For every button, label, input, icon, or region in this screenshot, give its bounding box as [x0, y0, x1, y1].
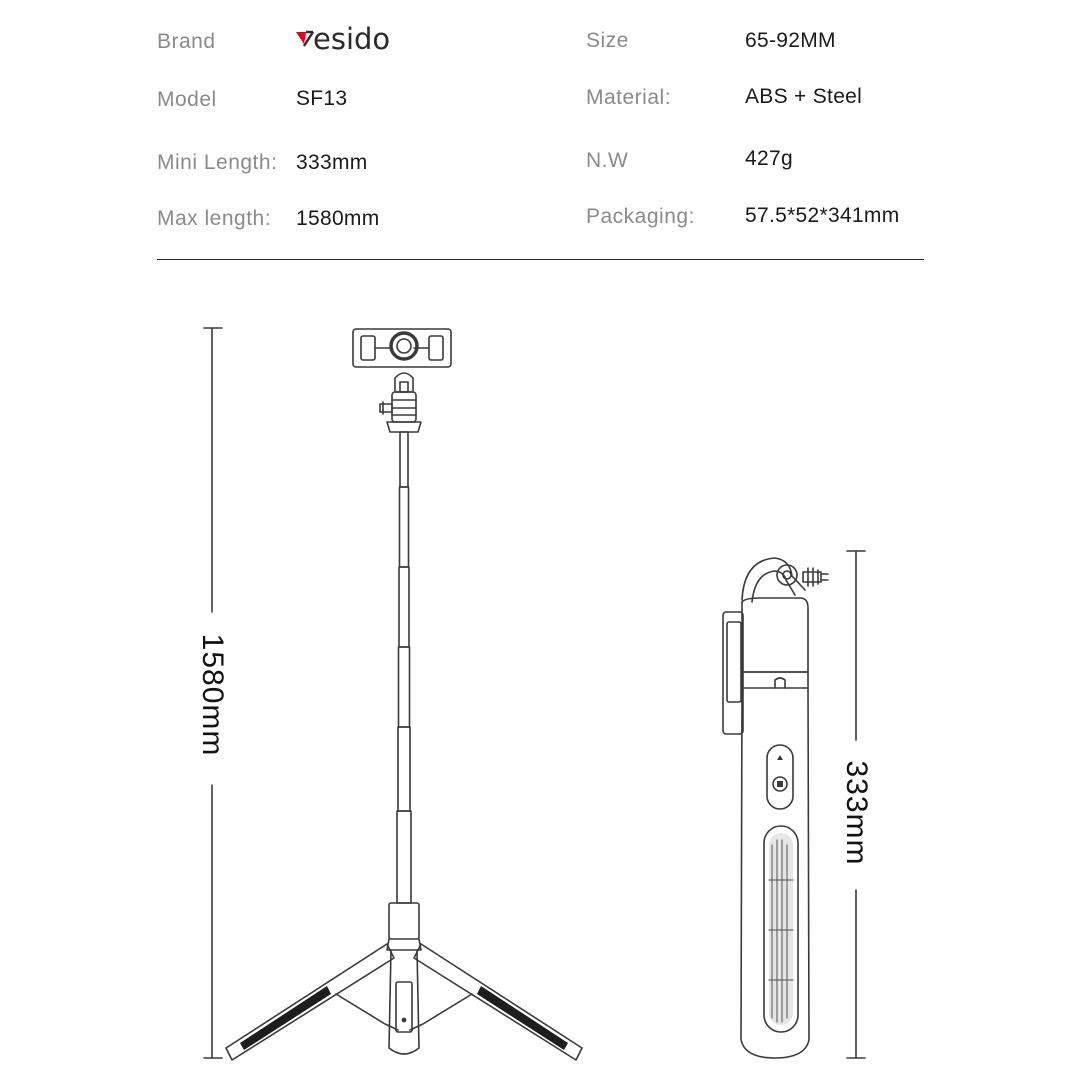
model-label: Model — [157, 88, 217, 111]
folded-length-label: 333mm — [840, 760, 873, 866]
model-value: SF13 — [296, 87, 348, 110]
material-label: Material: — [586, 86, 672, 109]
packaging-value: 57.5*52*341mm — [745, 204, 900, 227]
material-value: ABS + Steel — [745, 85, 863, 108]
size-value: 65-92MM — [745, 29, 836, 52]
nw-value: 427g — [745, 147, 793, 170]
brand-logo-text: esido — [313, 22, 391, 56]
selfie-stick-folded-drawing — [723, 558, 828, 1058]
mini-length-label: Mini Length: — [157, 151, 278, 174]
max-length-label: Max length: — [157, 207, 272, 230]
brand-label: Brand — [157, 30, 216, 53]
size-label: Size — [586, 29, 629, 52]
selfie-stick-extended-drawing — [226, 329, 582, 1060]
max-length-value: 1580mm — [296, 207, 380, 230]
mini-length-value: 333mm — [296, 151, 368, 174]
extended-length-label: 1580mm — [196, 633, 229, 757]
packaging-label: Packaging: — [586, 205, 695, 228]
nw-label: N.W — [586, 149, 629, 172]
